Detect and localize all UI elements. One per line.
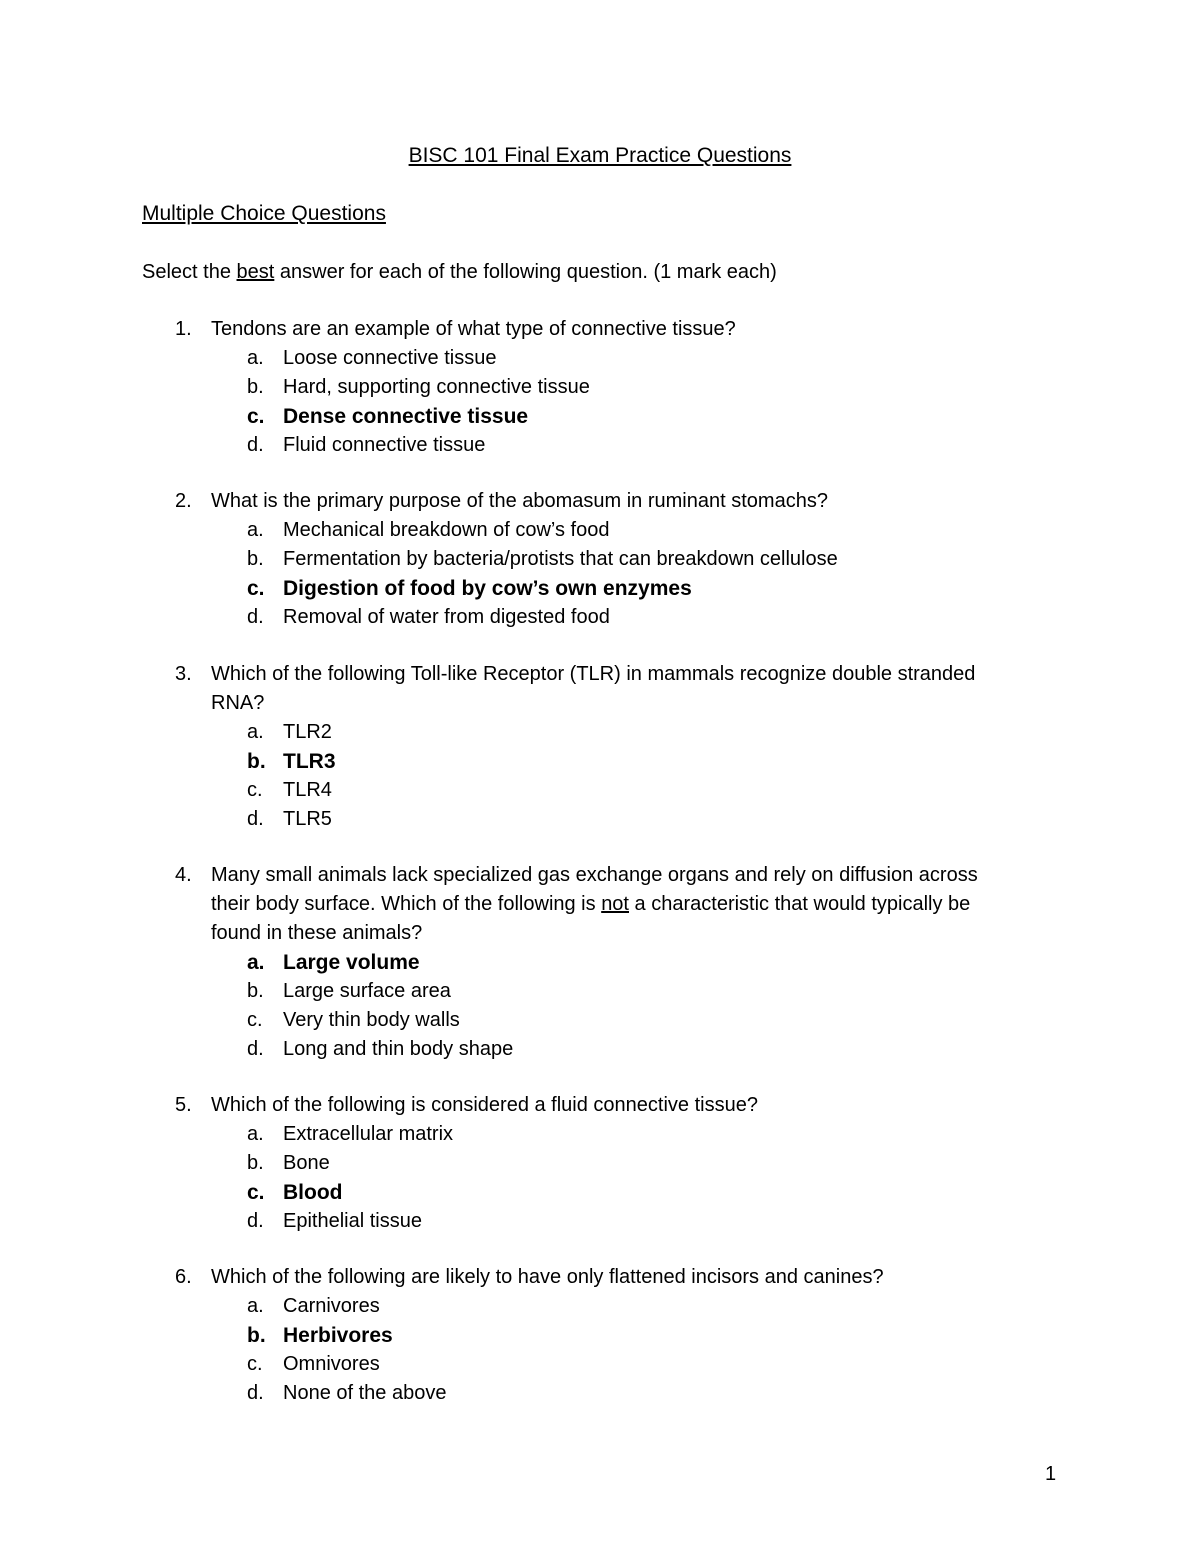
- option-letter: b.: [247, 1152, 264, 1174]
- option-d: [0, 1035, 1200, 1064]
- option-a: [0, 1120, 1200, 1149]
- question-line: [0, 315, 1200, 344]
- option-letter: b.: [247, 1324, 266, 1347]
- option-letter: d.: [247, 1038, 264, 1060]
- option-text: Omnivores: [283, 1353, 380, 1375]
- q4-line2-before: their body surface. Which of the following is: [211, 893, 602, 915]
- option-b-correct: [0, 747, 1200, 776]
- option-text: Large surface area: [283, 980, 451, 1002]
- question-4: [0, 861, 1200, 1064]
- option-text: Long and thin body shape: [283, 1038, 514, 1060]
- question-5: [0, 1091, 1200, 1236]
- question-3: [0, 660, 1200, 834]
- instructions-after: answer for each of the following question. (1 mark each): [274, 261, 777, 283]
- option-d: [0, 1207, 1200, 1236]
- option-text: Extracellular matrix: [283, 1123, 454, 1145]
- option-letter: b.: [247, 980, 264, 1002]
- option-text: Digestion of food by cow’s own enzymes: [283, 577, 692, 600]
- option-text: TLR3: [283, 750, 336, 773]
- option-text: TLR5: [283, 808, 332, 830]
- instructions: [142, 258, 777, 286]
- question-number: 3.: [175, 663, 192, 685]
- question-line: [0, 861, 1200, 890]
- option-text: Mechanical breakdown of cow’s food: [283, 519, 610, 541]
- question-number: 1.: [175, 318, 192, 340]
- question-line: [0, 1091, 1200, 1120]
- option-b: [0, 977, 1200, 1006]
- option-c: [0, 1006, 1200, 1035]
- option-letter: b.: [247, 750, 266, 773]
- question-text: What is the primary purpose of the abomasum in ruminant stomachs?: [211, 490, 828, 512]
- question-text: Tendons are an example of what type of connective tissue?: [211, 318, 736, 340]
- option-letter: d.: [247, 1210, 264, 1232]
- q4-line2-after: a characteristic that would typically be: [629, 893, 971, 915]
- option-c-correct: [0, 574, 1200, 603]
- option-letter: c.: [247, 779, 263, 801]
- option-letter: a.: [247, 347, 264, 369]
- question-text: found in these animals?: [211, 922, 423, 944]
- question-text: Many small animals lack specialized gas exchange organs and rely on diffusion across: [211, 864, 978, 886]
- question-line: [0, 1263, 1200, 1292]
- question-number: 2.: [175, 490, 192, 512]
- option-d: [0, 431, 1200, 460]
- option-text: Epithelial tissue: [283, 1210, 422, 1232]
- option-letter: c.: [247, 405, 265, 428]
- option-letter: d.: [247, 606, 264, 628]
- question-2: [0, 487, 1200, 632]
- option-letter: b.: [247, 376, 264, 398]
- option-a: [0, 718, 1200, 747]
- option-text: None of the above: [283, 1382, 447, 1404]
- option-text: Loose connective tissue: [283, 347, 497, 369]
- option-text: Dense connective tissue: [283, 405, 529, 428]
- question-text: RNA?: [211, 692, 265, 714]
- option-text: Herbivores: [283, 1324, 393, 1347]
- option-letter: a.: [247, 1295, 264, 1317]
- option-letter: c.: [247, 1353, 263, 1375]
- option-letter: d.: [247, 434, 264, 456]
- option-c: [0, 776, 1200, 805]
- option-d: [0, 805, 1200, 834]
- question-number: 6.: [175, 1266, 192, 1288]
- option-text: Very thin body walls: [283, 1009, 460, 1031]
- option-text: Fluid connective tissue: [283, 434, 486, 456]
- option-d: [0, 603, 1200, 632]
- option-letter: d.: [247, 1382, 264, 1404]
- option-b: [0, 373, 1200, 402]
- page-number: 1: [1045, 1463, 1057, 1485]
- instructions-before: Select the: [142, 261, 237, 283]
- option-letter: b.: [247, 548, 264, 570]
- question-6: [0, 1263, 1200, 1408]
- section-heading: Multiple Choice Questions: [142, 202, 386, 225]
- option-text: Bone: [283, 1152, 330, 1174]
- q4-line2-emphasis: not: [601, 893, 629, 915]
- option-text: Large volume: [283, 951, 420, 974]
- option-text: Removal of water from digested food: [283, 606, 610, 628]
- question-number: 4.: [175, 864, 192, 886]
- option-a: [0, 344, 1200, 373]
- option-letter: a.: [247, 519, 264, 541]
- instructions-emphasis: best: [236, 261, 275, 283]
- question-text: [211, 890, 1060, 919]
- question-line-continued: [0, 689, 1200, 718]
- option-b: [0, 1149, 1200, 1178]
- option-letter: d.: [247, 808, 264, 830]
- option-text: Carnivores: [283, 1295, 380, 1317]
- option-text: Fermentation by bacteria/protists that can breakdown cellulose: [283, 548, 838, 570]
- question-line-continued: [0, 890, 1200, 919]
- question-text: Which of the following are likely to have only flattened incisors and canines?: [211, 1266, 884, 1288]
- option-b: [0, 545, 1200, 574]
- option-letter: a.: [247, 951, 265, 974]
- option-a-correct: [0, 948, 1200, 977]
- question-line: [0, 660, 1200, 689]
- option-a: [0, 1292, 1200, 1321]
- option-c-correct: [0, 402, 1200, 431]
- option-letter: a.: [247, 1123, 264, 1145]
- question-text: Which of the following Toll-like Receptor (TLR) in mammals recognize double stranded: [211, 663, 976, 685]
- option-a: [0, 516, 1200, 545]
- option-text: TLR4: [283, 779, 332, 801]
- question-line: [0, 487, 1200, 516]
- question-text: Which of the following is considered a fluid connective tissue?: [211, 1094, 758, 1116]
- question-number: 5.: [175, 1094, 192, 1116]
- option-letter: c.: [247, 577, 265, 600]
- question-line-continued: [0, 919, 1200, 948]
- option-text: Blood: [283, 1181, 343, 1204]
- option-letter: c.: [247, 1009, 263, 1031]
- option-c-correct: [0, 1178, 1200, 1207]
- option-text: TLR2: [283, 721, 332, 743]
- question-1: [0, 315, 1200, 460]
- option-b-correct: [0, 1321, 1200, 1350]
- option-c: [0, 1350, 1200, 1379]
- option-d: [0, 1379, 1200, 1408]
- option-text: Hard, supporting connective tissue: [283, 376, 590, 398]
- option-letter: c.: [247, 1181, 265, 1204]
- document-title: BISC 101 Final Exam Practice Questions: [408, 144, 792, 167]
- option-letter: a.: [247, 721, 264, 743]
